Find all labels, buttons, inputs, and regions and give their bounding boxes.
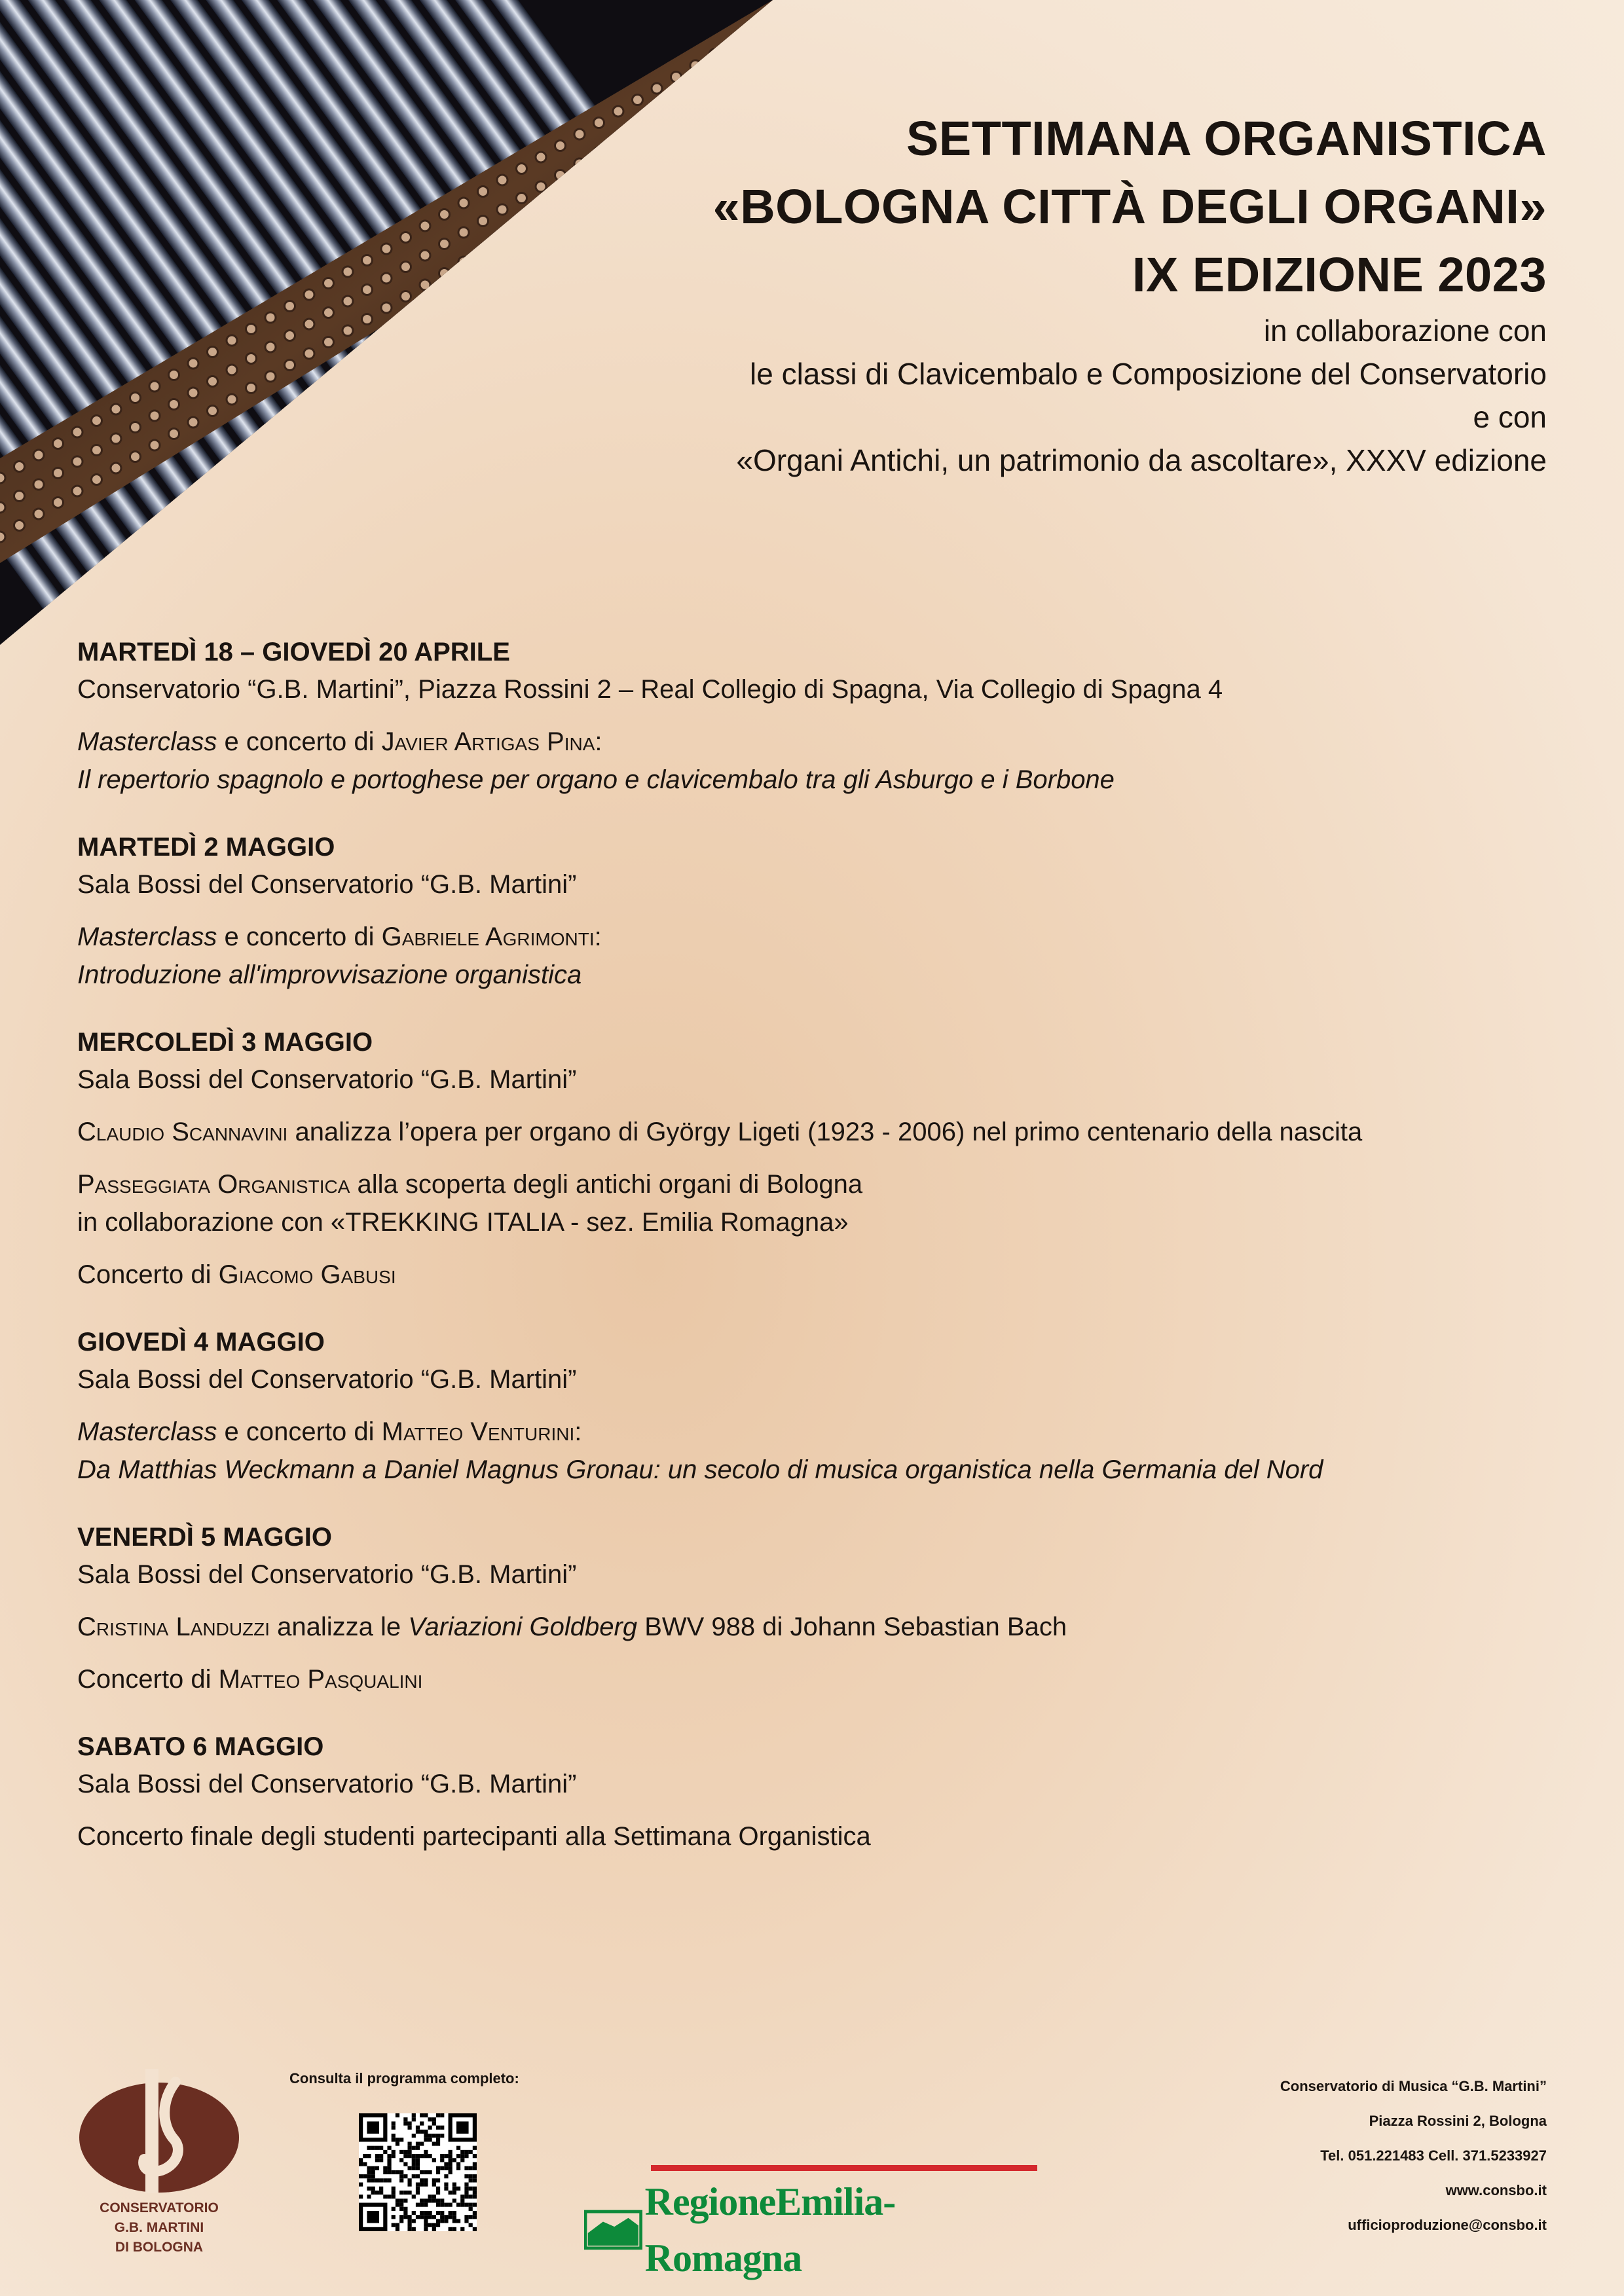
rail-hole — [555, 141, 566, 151]
event-date: MERCOLEDÌ 3 MAGGIO — [77, 1028, 373, 1057]
logo-line-1: CONSERVATORIO — [100, 2200, 219, 2215]
event-item — [77, 634, 1551, 799]
performer-name: Claudio Scannavini — [77, 1118, 288, 1146]
title-line-2: «BOLOGNA CITTÀ DEGLI ORGANI» — [712, 179, 1547, 234]
rail-hole — [53, 498, 64, 508]
rail-hole — [710, 49, 720, 60]
rail-hole — [149, 440, 160, 450]
rail-hole — [710, 79, 720, 89]
rail-hole — [613, 106, 623, 117]
rail-hole — [439, 210, 450, 220]
rail-hole — [265, 342, 276, 352]
rail-hole — [652, 142, 662, 153]
subtitle-line-3: e con — [1473, 400, 1547, 434]
rail-hole — [33, 450, 44, 460]
event-location: Sala Bossi del Conservatorio “G.B. Martini” — [77, 1770, 577, 1798]
rail-hole — [0, 532, 5, 542]
rail-hole — [149, 381, 160, 392]
rail-hole — [594, 177, 604, 187]
rail-hole — [652, 113, 662, 123]
rail-hole — [478, 216, 489, 227]
event-item — [77, 1519, 1551, 1698]
contact-phone: Tel. 051.221483 Cell. 371.5233927 — [1320, 2147, 1547, 2164]
rail-hole — [458, 198, 469, 208]
rail-hole — [458, 257, 469, 267]
performer-name: Giacomo Gabusi — [218, 1260, 396, 1289]
conservatorio-emblem-icon — [77, 2069, 241, 2193]
rail-hole — [53, 468, 64, 479]
event-item — [77, 1324, 1551, 1489]
rail-hole — [517, 164, 527, 174]
rail-hole — [420, 280, 430, 290]
event-concert: Concerto di Matteo Pasqualini — [77, 1665, 423, 1694]
qr-code-icon[interactable] — [359, 2113, 477, 2231]
rail-hole — [227, 365, 237, 375]
rail-hole — [72, 486, 83, 496]
rail-hole — [555, 200, 566, 210]
rail-hole — [458, 227, 469, 238]
rail-hole — [246, 383, 257, 393]
rail-hole — [14, 520, 25, 531]
rail-hole — [111, 433, 121, 444]
header — [713, 105, 1547, 482]
event-concert: Concerto di Giacomo Gabusi — [77, 1260, 396, 1289]
rail-hole — [304, 348, 314, 359]
performer-name: Javier Artigas Pina — [381, 727, 595, 756]
rail-hole — [169, 399, 179, 410]
rail-hole — [536, 181, 546, 192]
rail-hole — [478, 246, 489, 256]
rail-hole — [690, 60, 701, 71]
rail-hole — [265, 312, 276, 323]
event-analysis: Claudio Scannavini analizza l’opera per organo di György Ligeti (1923 - 2006) nel primo centenario della nascita — [77, 1118, 1363, 1146]
rail-hole — [362, 255, 373, 266]
rail-hole — [323, 278, 334, 289]
rail-hole — [33, 479, 44, 490]
rail-hole — [671, 131, 682, 141]
program-caption: Consulta il programma completo: — [289, 2070, 519, 2086]
rail-hole — [130, 393, 141, 403]
contact-address: Piazza Rossini 2, Bologna — [1369, 2113, 1547, 2129]
event-walk: Passeggiata Organistica alla scoperta degli antichi organi di Bologna — [77, 1170, 863, 1199]
rail-hole — [497, 204, 507, 215]
rail-hole — [671, 72, 682, 82]
event-date: MARTEDÌ 18 – GIOVEDÌ 20 APRILE — [77, 638, 510, 666]
performer-name: Gabriele Agrimonti — [381, 922, 595, 951]
rail-hole — [53, 439, 64, 449]
event-item — [77, 1024, 1551, 1294]
rail-hole — [574, 129, 585, 139]
rail-hole — [72, 427, 83, 437]
rail-hole — [536, 211, 546, 221]
rail-hole — [478, 187, 489, 197]
event-date: VENERDÌ 5 MAGGIO — [77, 1523, 332, 1552]
rail-hole — [652, 83, 662, 94]
rail-hole — [497, 175, 507, 185]
rail-hole — [633, 154, 643, 164]
event-masterclass: Masterclass e concerto di Matteo Venturini: — [77, 1417, 582, 1446]
rail-hole — [149, 410, 160, 421]
rail-hole — [246, 324, 257, 335]
rail-hole — [401, 232, 411, 243]
rail-hole — [671, 101, 682, 112]
organ-pipes-image — [0, 0, 773, 645]
title-line-1: SETTIMANA ORGANISTICA — [906, 111, 1547, 166]
rail-hole — [92, 416, 102, 426]
event-item — [77, 829, 1551, 994]
event-final-concert: Concerto finale degli studenti partecipanti alla Settimana Organistica — [77, 1822, 871, 1851]
rail-hole — [169, 370, 179, 380]
rail-hole — [420, 221, 430, 231]
rail-hole — [72, 456, 83, 467]
event-item — [77, 1728, 1551, 1855]
logo-line-3: DI BOLOGNA — [115, 2240, 204, 2255]
conservatorio-logo — [77, 2069, 241, 2255]
rail-hole — [14, 462, 25, 472]
subtitle-line-1: in collaborazione con — [1263, 314, 1547, 348]
rail-hole — [342, 266, 353, 277]
rail-hole — [555, 170, 566, 181]
rail-hole — [613, 165, 623, 175]
rail-hole — [362, 314, 373, 325]
rail-hole — [265, 371, 276, 382]
rail-hole — [169, 429, 179, 439]
rail-hole — [420, 250, 430, 261]
rail-hole — [633, 124, 643, 135]
rail-hole — [111, 463, 121, 473]
rail-hole — [304, 289, 314, 300]
event-location: Sala Bossi del Conservatorio “G.B. Martini” — [77, 870, 577, 899]
rail-hole — [33, 509, 44, 519]
rail-hole — [401, 262, 411, 272]
rail-hole — [342, 296, 353, 306]
rail-hole — [130, 452, 141, 462]
rail-hole — [285, 301, 295, 312]
performer-name: Matteo Venturini — [381, 1417, 575, 1446]
logo-line-2: G.B. MARTINI — [114, 2220, 204, 2235]
event-masterclass: Masterclass e concerto di Javier Artigas Pina: — [77, 727, 602, 756]
regione-logo — [584, 2165, 1037, 2286]
rail-hole — [439, 239, 450, 249]
rail-hole — [342, 325, 353, 336]
rail-hole — [690, 90, 701, 100]
event-topic: Da Matthias Weckmann a Daniel Magnus Gronau: un secolo di musica organistica nella Germania del Nord — [77, 1455, 1323, 1484]
rail-hole — [633, 95, 643, 105]
event-location: Conservatorio “G.B. Martini”, Piazza Rossini 2 – Real Collegio di Spagna, Via Collegio di Spagna 4 — [77, 675, 1223, 704]
rail-hole — [574, 188, 585, 198]
rail-hole — [188, 388, 198, 398]
rail-hole — [594, 147, 604, 158]
rail-hole — [188, 358, 198, 369]
regione-name: RegioneEmilia-Romagna — [644, 2180, 896, 2280]
rail-hole — [111, 404, 121, 414]
rail-hole — [92, 475, 102, 485]
rail-hole — [304, 319, 314, 329]
rail-hole — [188, 417, 198, 428]
regione-red-bar — [651, 2165, 1037, 2171]
event-location: Sala Bossi del Conservatorio “G.B. Martini” — [77, 1560, 577, 1589]
event-analysis: Cristina Landuzzi analizza le Variazioni Goldberg BWV 988 di Johann Sebastian Bach — [77, 1613, 1067, 1641]
rail-hole — [227, 394, 237, 405]
rail-hole — [227, 335, 237, 346]
contact-block — [1280, 2069, 1547, 2242]
events-list — [77, 634, 1551, 1886]
rail-hole — [0, 473, 5, 483]
rail-hole — [439, 268, 450, 279]
rail-hole — [497, 234, 507, 244]
performer-name: Matteo Pasqualini — [218, 1665, 423, 1694]
rail-hole — [381, 244, 392, 254]
contact-email-link[interactable]: ufficioproduzione@consbo.it — [1348, 2217, 1547, 2233]
rail-hole — [748, 26, 759, 37]
rail-hole — [246, 354, 257, 364]
rail-hole — [208, 406, 218, 416]
event-location: Sala Bossi del Conservatorio “G.B. Martini” — [77, 1365, 577, 1394]
event-date: MARTEDÌ 2 MAGGIO — [77, 833, 335, 862]
rail-hole — [381, 273, 392, 283]
rail-hole — [14, 491, 25, 501]
event-walk-partner: in collaborazione con «TREKKING ITALIA - sez. Emilia Romagna» — [77, 1208, 849, 1237]
rail-hole — [285, 360, 295, 371]
rail-hole — [285, 331, 295, 341]
title-line-3: IX EDIZIONE 2023 — [1132, 247, 1547, 302]
rail-hole — [92, 445, 102, 456]
subtitle-line-4: «Organi Antichi, un patrimonio da ascoltare», XXXV edizione — [736, 443, 1547, 477]
event-masterclass: Masterclass e concerto di Gabriele Agrimonti: — [77, 922, 602, 951]
rail-hole — [323, 337, 334, 348]
rail-hole — [574, 158, 585, 169]
event-date: SABATO 6 MAGGIO — [77, 1732, 324, 1761]
rail-hole — [323, 308, 334, 318]
rail-hole — [690, 119, 701, 130]
rail-hole — [362, 285, 373, 295]
rail-hole — [517, 223, 527, 233]
event-topic: Introduzione all'improvvisazione organistica — [77, 960, 582, 989]
rail-hole — [130, 422, 141, 433]
rail-hole — [748, 85, 759, 96]
rail-hole — [208, 347, 218, 357]
rail-hole — [381, 302, 392, 313]
contact-website-link[interactable]: www.consbo.it — [1445, 2182, 1547, 2198]
subtitle-line-2: le classi di Clavicembalo e Composizione del Conservatorio — [749, 357, 1547, 391]
rail-hole — [208, 376, 218, 387]
rail-hole — [401, 291, 411, 302]
event-date: GIOVEDÌ 4 MAGGIO — [77, 1328, 325, 1357]
rail-hole — [594, 118, 604, 128]
performer-name: Cristina Landuzzi — [77, 1613, 270, 1641]
event-location: Sala Bossi del Conservatorio “G.B. Martini” — [77, 1065, 577, 1094]
rail-hole — [0, 502, 5, 513]
contact-institution: Conservatorio di Musica “G.B. Martini” — [1280, 2078, 1547, 2094]
event-topic: Il repertorio spagnolo e portoghese per organo e clavicembalo tra gli Asburgo e i Borbone — [77, 765, 1115, 794]
regione-map-icon — [584, 2207, 642, 2253]
rail-hole — [517, 193, 527, 204]
rail-hole — [613, 136, 623, 146]
rail-hole — [729, 67, 739, 77]
rail-hole — [748, 56, 759, 66]
rail-hole — [536, 152, 546, 162]
rail-hole — [729, 37, 739, 48]
